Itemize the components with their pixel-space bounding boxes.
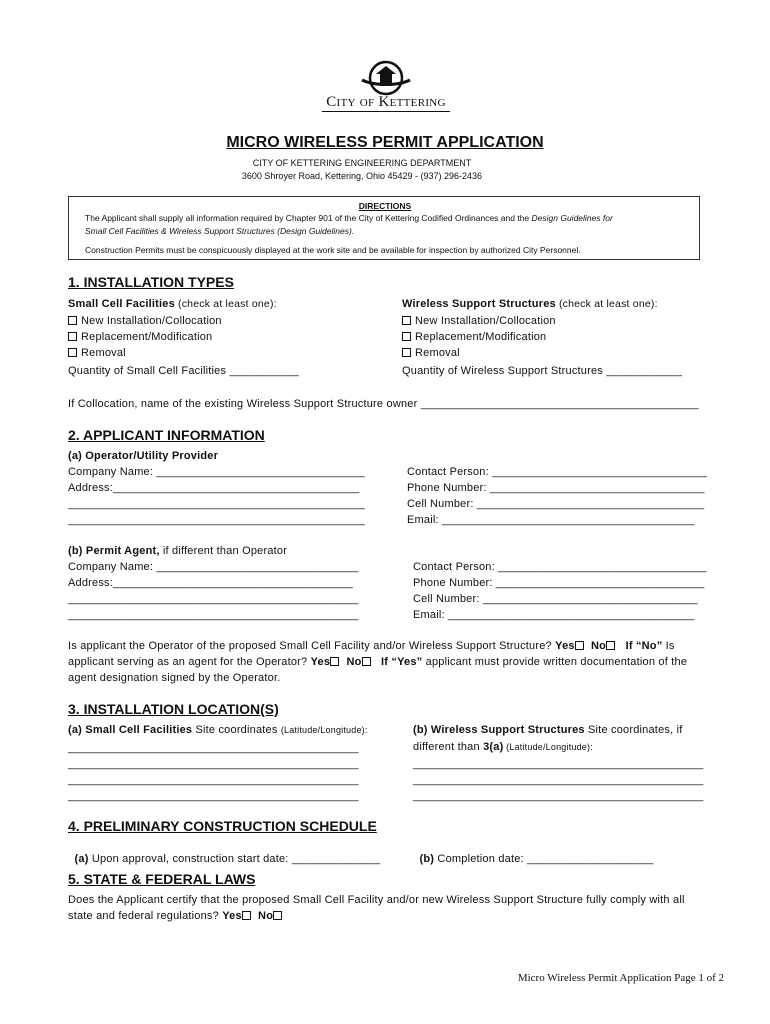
compliance-question-2 xyxy=(68,910,286,922)
operator-heading: (a) Operator/Utility Provider xyxy=(68,450,219,462)
directions-box xyxy=(68,196,700,260)
compliance-no-checkbox[interactable] xyxy=(273,911,282,920)
wss-new-label: New Installation/Collocation xyxy=(415,315,556,327)
sc-removal-checkbox[interactable] xyxy=(68,348,77,357)
directions-text-1a: The Applicant shall supply all information required by Chapter 901 of the City of Kettering Codified Ordinances and the xyxy=(85,213,532,223)
wss-new-option[interactable] xyxy=(402,315,556,327)
wss-coords-line-2[interactable]: ______________________________________________ xyxy=(413,774,704,786)
wss-replace-option[interactable] xyxy=(402,331,546,343)
wss-coords-line-3[interactable]: ______________________________________________ xyxy=(413,790,704,802)
small-cell-heading xyxy=(68,298,277,310)
wss-coords-title: (b) Wireless Support Structures xyxy=(413,724,585,736)
section-3-title: 3. INSTALLATION LOCATION(S) xyxy=(68,701,279,717)
agent-phone-field[interactable]: Phone Number: _________________________________ xyxy=(413,577,705,589)
small-cell-coords-text: Site coordinates xyxy=(192,724,281,736)
wss-coords-line-1[interactable]: ______________________________________________ xyxy=(413,758,704,770)
agent-no-checkbox[interactable] xyxy=(362,657,371,666)
directions-heading: DIRECTIONS xyxy=(358,201,412,211)
page-footer: Micro Wireless Permit Application Page 1 of 2 xyxy=(517,972,724,984)
completion-date-label: (b) xyxy=(419,853,435,865)
agent-label: (b) Permit Agent, xyxy=(68,545,160,557)
small-cell-coords-note: (Latitude/Longitude): xyxy=(280,725,368,735)
wss-coords-ref: 3(a) xyxy=(483,741,504,753)
wss-replace-label: Replacement/Modification xyxy=(415,331,547,343)
sc-new-label: New Installation/Collocation xyxy=(81,315,222,327)
compliance-yes-checkbox[interactable] xyxy=(242,911,251,920)
sc-replace-option[interactable] xyxy=(68,331,212,343)
small-cell-coords-title: (a) Small Cell Facilities xyxy=(68,724,193,736)
wss-note: (check at least one): xyxy=(555,298,658,310)
operator-question-line-3: agent designation signed by the Operator. xyxy=(68,672,281,684)
operator-email-field[interactable]: Email: ________________________________________ xyxy=(407,514,695,526)
operator-address-line-2[interactable]: _______________________________________________ xyxy=(68,498,365,510)
wss-heading xyxy=(402,298,658,310)
agent-yes-label: Yes xyxy=(310,656,331,668)
small-cell-coords-line-3[interactable]: ______________________________________________ xyxy=(68,774,359,786)
operator-question-line-2 xyxy=(68,656,687,668)
small-cell-coords-line-4[interactable]: ______________________________________________ xyxy=(68,790,359,802)
wss-coords-note: (Latitude/Longitude): xyxy=(503,742,593,752)
agent-yes-checkbox[interactable] xyxy=(330,657,339,666)
wss-quantity-field[interactable]: Quantity of Wireless Support Structures ____________ xyxy=(402,365,683,377)
completion-date-field[interactable] xyxy=(413,841,653,865)
city-logo xyxy=(322,60,450,116)
sc-quantity-field[interactable]: Quantity of Small Cell Facilities ___________ xyxy=(68,365,299,377)
logo-wordmark: City of Kettering xyxy=(322,94,450,112)
wss-coords-label-2 xyxy=(413,741,593,753)
compliance-yes-label: Yes xyxy=(222,910,242,922)
compliance-question-text: state and federal regulations? xyxy=(68,910,219,922)
if-yes-label: If “Yes” xyxy=(381,656,423,668)
agent-question-rest: applicant must provide written documentation of the xyxy=(422,656,688,668)
section-2-title: 2. APPLICANT INFORMATION xyxy=(68,427,265,443)
directions-text-3: Construction Permits must be conspicuously displayed at the work site and be available for inspection by authorized City Personnel. xyxy=(85,245,581,255)
completion-date-text: Completion date: ____________________ xyxy=(434,853,654,865)
operator-question-is: Is xyxy=(662,640,675,652)
operator-address-line-3[interactable]: _______________________________________________ xyxy=(68,514,365,526)
operator-yes-label: Yes xyxy=(555,640,575,652)
structure-owner-field[interactable]: If Collocation, name of the existing Wireless Support Structure owner ____________________________________________ xyxy=(68,398,699,410)
wss-replace-checkbox[interactable] xyxy=(402,332,411,341)
operator-question-text: Is applicant the Operator of the proposed Small Cell Facility and/or Wireless Support Structure? xyxy=(68,640,552,652)
directions-text-2: Small Cell Facilities & Wireless Support Structures (Design Guidelines). xyxy=(85,226,355,236)
small-cell-note: (check at least one): xyxy=(174,298,277,310)
sc-new-checkbox[interactable] xyxy=(68,316,77,325)
wss-new-checkbox[interactable] xyxy=(402,316,411,325)
wss-removal-label: Removal xyxy=(415,347,460,359)
section-4-title: 4. PRELIMINARY CONSTRUCTION SCHEDULE xyxy=(68,818,377,834)
operator-contact-field[interactable]: Contact Person: __________________________________ xyxy=(407,466,707,478)
section-1-title: 1. INSTALLATION TYPES xyxy=(68,274,234,290)
operator-yes-checkbox[interactable] xyxy=(575,641,584,650)
agent-address-field[interactable]: Address:______________________________________ xyxy=(68,577,354,589)
operator-phone-field[interactable]: Phone Number: __________________________________ xyxy=(407,482,705,494)
small-cell-coords-label xyxy=(68,724,368,736)
agent-contact-field[interactable]: Contact Person: _________________________________ xyxy=(413,561,707,573)
agent-note: if different than Operator xyxy=(159,545,288,557)
operator-question-line-1 xyxy=(68,640,675,652)
wss-removal-checkbox[interactable] xyxy=(402,348,411,357)
start-date-field[interactable] xyxy=(68,841,380,865)
small-cell-label: Small Cell Facilities xyxy=(68,298,175,310)
section-5-title: 5. STATE & FEDERAL LAWS xyxy=(68,871,256,887)
sc-replace-checkbox[interactable] xyxy=(68,332,77,341)
operator-cell-field[interactable]: Cell Number: ____________________________________ xyxy=(407,498,705,510)
wss-coords-diff: different than xyxy=(413,741,484,753)
compliance-question-1: Does the Applicant certify that the proposed Small Cell Facility and/or new Wireless Support Structure fully comply with all xyxy=(68,894,685,906)
agent-company-field[interactable]: Company Name: ________________________________ xyxy=(68,561,359,573)
sc-replace-label: Replacement/Modification xyxy=(81,331,213,343)
department-address: 3600 Shroyer Road, Kettering, Ohio 45429 - (937) 296-2436 xyxy=(241,171,483,181)
operator-no-label: No xyxy=(590,640,607,652)
department-name: CITY OF KETTERING ENGINEERING DEPARTMENT xyxy=(252,158,472,168)
agent-email-field[interactable]: Email: _______________________________________ xyxy=(413,609,695,621)
start-date-label: (a) xyxy=(74,853,89,865)
sc-removal-label: Removal xyxy=(81,347,126,359)
agent-address-line-3[interactable]: ______________________________________________ xyxy=(68,609,359,621)
directions-text-1b: Design Guidelines for xyxy=(531,213,613,223)
agent-address-line-2[interactable]: ______________________________________________ xyxy=(68,593,359,605)
if-no-label: If “No” xyxy=(625,640,663,652)
small-cell-coords-line-1[interactable]: ______________________________________________ xyxy=(68,742,359,754)
sc-new-option[interactable] xyxy=(68,315,222,327)
operator-company-field[interactable]: Company Name: _________________________________ xyxy=(68,466,365,478)
operator-no-checkbox[interactable] xyxy=(606,641,615,650)
agent-question-text: applicant serving as an agent for the Operator? xyxy=(68,656,308,668)
agent-cell-field[interactable]: Cell Number: __________________________________ xyxy=(413,593,698,605)
wss-coords-label xyxy=(413,724,683,736)
wss-removal-option[interactable] xyxy=(402,347,460,359)
start-date-text: Upon approval, construction start date: ______________ xyxy=(88,853,381,865)
sc-removal-option[interactable] xyxy=(68,347,126,359)
compliance-no-label: No xyxy=(258,910,274,922)
form-title: MICRO WIRELESS PERMIT APPLICATION xyxy=(226,134,544,151)
small-cell-coords-line-2[interactable]: ______________________________________________ xyxy=(68,758,359,770)
wss-label: Wireless Support Structures xyxy=(402,298,556,310)
wss-coords-text: Site coordinates, if xyxy=(584,724,683,736)
agent-heading xyxy=(68,545,287,557)
directions-text-1 xyxy=(85,213,613,223)
agent-no-label: No xyxy=(346,656,362,668)
operator-address-field[interactable]: Address:_______________________________________ xyxy=(68,482,360,494)
